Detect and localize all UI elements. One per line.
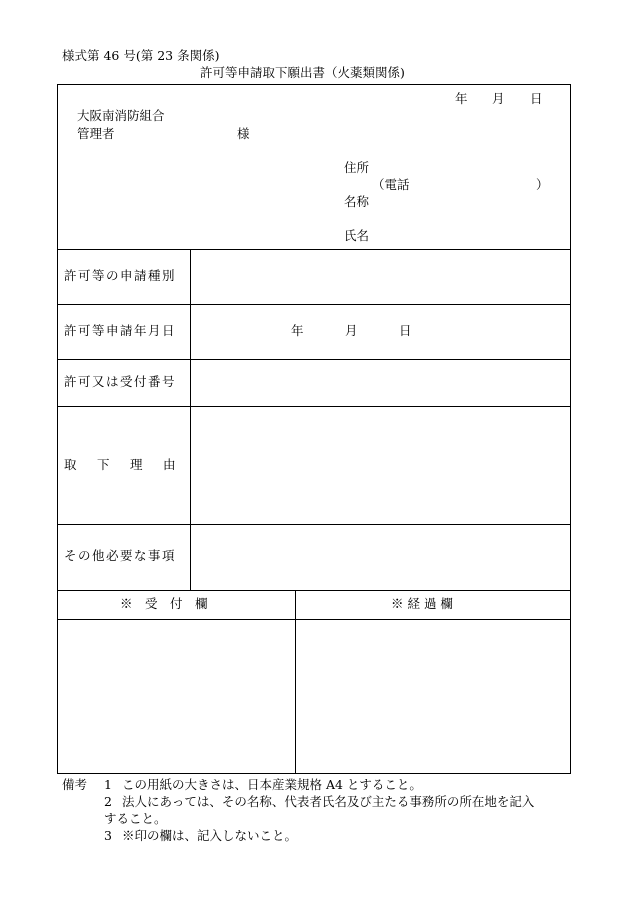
name-label: 名称 [344, 194, 370, 209]
note-1-text: この用紙の大きさは、日本産業規格 A4 とすること。 [122, 777, 422, 792]
form-number: 様式第 46 号(第 23 条関係) [62, 48, 220, 63]
phone-close: ） [536, 177, 549, 192]
honorific: 様 [237, 126, 250, 141]
rule-bottom-header [57, 619, 571, 620]
reception-column-header: ※ 受 付 欄 [120, 596, 208, 611]
person-name-label: 氏名 [344, 228, 370, 243]
rule-row1 [57, 304, 571, 305]
address-label: 住所 [344, 160, 370, 175]
recipient-org: 大阪南消防組合 [77, 108, 165, 123]
withdraw-reason-field[interactable] [191, 407, 570, 524]
permit-number-field[interactable] [191, 360, 570, 406]
row-label-application-type: 許可等の申請種別 [64, 268, 177, 283]
form-title: 許可等申請取下願出書（火薬類関係) [200, 65, 405, 80]
phone-open: （電話 [372, 177, 410, 192]
progress-column-header: ※ 経 過 欄 [391, 596, 453, 611]
row-label-withdraw-reason: 取 下 理 由 [64, 457, 180, 472]
application-date-day: 日 [399, 323, 412, 338]
row-label-application-date: 許可等申請年月日 [64, 323, 177, 338]
row-label-other-matters: その他必要な事項 [64, 548, 177, 563]
note-3-text: ※印の欄は、記入しないこと。 [122, 828, 298, 843]
date-month-label: 月 [492, 91, 505, 106]
notes-label: 備考 [62, 777, 88, 792]
application-type-field[interactable] [191, 250, 570, 304]
note-1-number: 1 [104, 777, 112, 792]
recipient-title: 管理者 [77, 126, 115, 141]
application-date-month: 月 [345, 323, 358, 338]
bottom-column-divider [295, 590, 296, 774]
date-year-label: 年 [455, 91, 468, 106]
note-2-number: 2 [104, 794, 112, 809]
note-2-continuation: すること。 [104, 811, 167, 826]
date-day-label: 日 [530, 91, 543, 106]
application-date-year: 年 [291, 323, 304, 338]
rule-row5 [57, 590, 571, 591]
row-label-permit-number: 許可又は受付番号 [64, 374, 177, 389]
note-2-text: 法人にあっては、その名称、代表者氏名及び主たる事務所の所在地を記入 [122, 794, 535, 809]
note-3-number: 3 [104, 828, 112, 843]
other-matters-field[interactable] [191, 525, 570, 590]
